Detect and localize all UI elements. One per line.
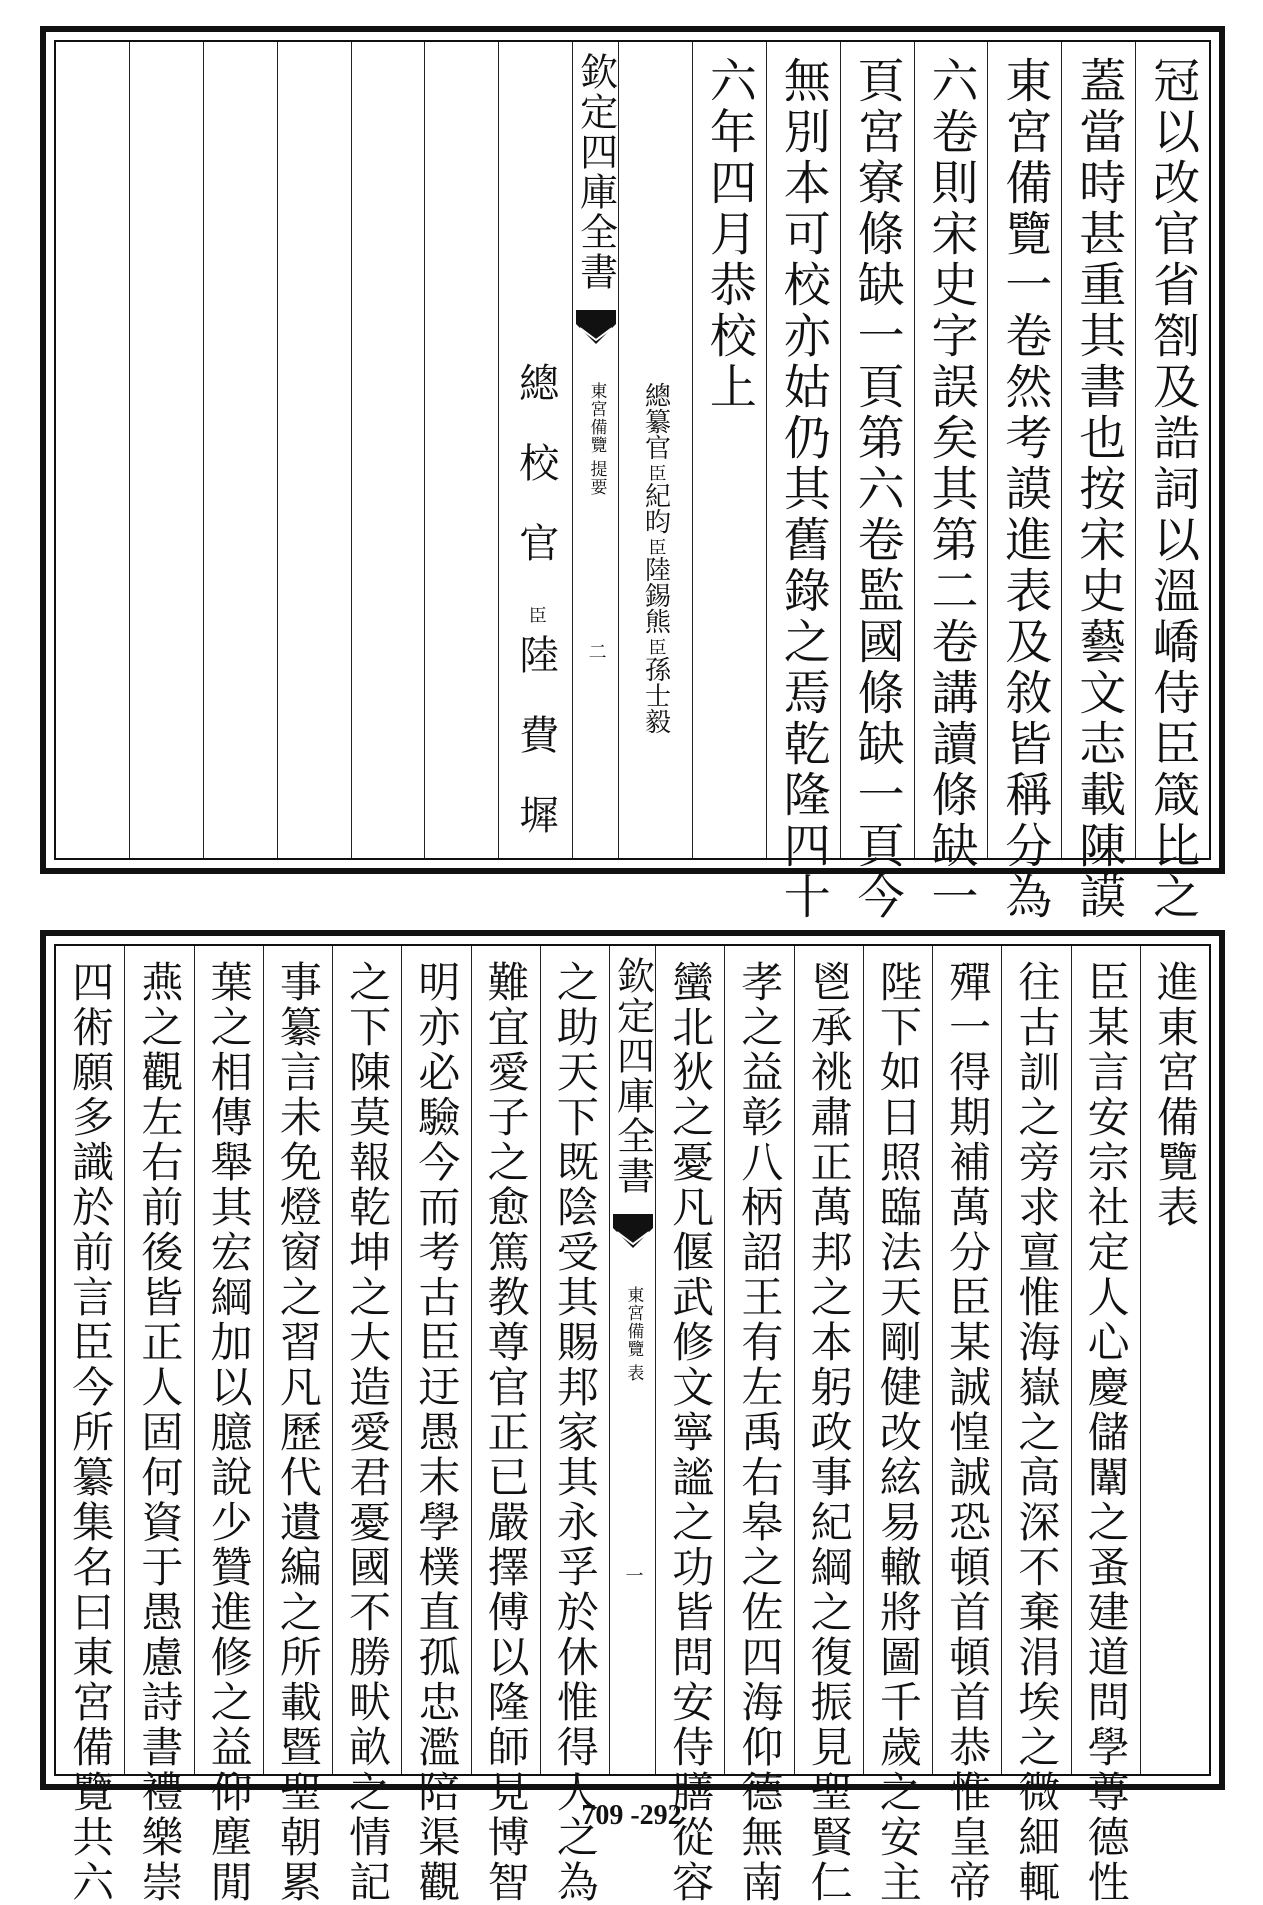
column-text: 蠻北狄之憂凡偃武修文寧謐之功皆問安侍膳從容 bbox=[666, 960, 716, 1905]
section-sub: 提要 bbox=[586, 460, 607, 496]
column-text: 臣某言安宗社定人心慶儲闈之蚤建道問學尊德性 bbox=[1081, 960, 1131, 1905]
blank-column bbox=[424, 42, 498, 858]
proofreader-signature bbox=[512, 362, 559, 874]
proofreader-name: 陸費墀 bbox=[512, 634, 559, 874]
column-text: 難宜愛子之愈篤教尊官正已嚴擇傅以隆師見博智 bbox=[481, 960, 531, 1905]
chen-mark: 臣 bbox=[645, 464, 667, 482]
text-column bbox=[863, 946, 932, 1905]
column-text: 葉之相傳舉其宏綱加以臆說少贊進修之益仰塵閒 bbox=[204, 960, 254, 1905]
blank-column bbox=[129, 42, 203, 858]
leaf-number: 一 bbox=[622, 1566, 644, 1584]
compiler-name: 孫士毅 bbox=[640, 656, 671, 734]
text-column bbox=[540, 946, 609, 1905]
section-title: 東宮備覽 bbox=[623, 1286, 644, 1358]
text-column bbox=[401, 946, 470, 1905]
text-column bbox=[1140, 946, 1209, 1774]
column-text: 事纂言未免燈窗之習凡歷代遺編之所載暨聖朝累 bbox=[273, 960, 323, 1905]
text-column bbox=[332, 946, 401, 1905]
text-column bbox=[1071, 946, 1140, 1905]
column-text: 之下陳莫報乾坤之大造愛君憂國不勝畎畝之情記 bbox=[343, 960, 393, 1905]
column-text: 無別本可校亦姑仍其舊錄之焉乾隆四十 bbox=[775, 56, 831, 923]
text-column bbox=[56, 946, 124, 1905]
compiler-name: 陸錫熊 bbox=[640, 556, 671, 634]
column-text: 六卷則宋史字誤矣其第二卷講讀條缺一 bbox=[923, 56, 979, 923]
text-column bbox=[794, 946, 863, 1905]
column-text: 頁宮寮條缺一頁第六卷監國條缺一頁今 bbox=[849, 56, 905, 923]
book-title: 欽定四庫全書 bbox=[573, 52, 618, 292]
compilers-signature bbox=[640, 382, 671, 858]
column-text: 東宮備覽一卷然考謨進表及敘皆稱分為 bbox=[997, 56, 1053, 923]
leaf-number: 二 bbox=[585, 642, 607, 660]
text-column bbox=[766, 42, 840, 923]
column-text: 孝之益彰八柄詔王有左禹右皋之佐四海仰德無南 bbox=[735, 960, 785, 1905]
column-text: 蓋當時甚重其書也按宋史藝文志載陳謨 bbox=[1071, 56, 1127, 923]
column-text: 進東宮備覽表 bbox=[1150, 960, 1200, 1230]
column-text: 之助天下既陰受其賜邦家其永孚於休惟得人之為 bbox=[550, 960, 600, 1905]
column-text: 六年四月恭校上 bbox=[701, 56, 757, 413]
fishtail-mark-icon bbox=[613, 1214, 653, 1248]
section-sub: 表 bbox=[623, 1364, 644, 1382]
text-column bbox=[471, 946, 540, 1905]
column-text: 燕之觀左右前後皆正人固何資于愚慮詩書禮樂崇 bbox=[135, 960, 185, 1905]
fold-column bbox=[609, 946, 655, 1774]
section-title: 東宮備覽 bbox=[586, 382, 607, 454]
column-text: 往古訓之旁求亶惟海嶽之高深不棄涓埃之微細輒 bbox=[1012, 960, 1062, 1905]
chen-mark: 臣 bbox=[645, 638, 667, 656]
column-text: 四術願多識於前言臣今所纂集名曰東宮備覽共六 bbox=[66, 960, 116, 1905]
text-column bbox=[724, 946, 793, 1905]
text-column bbox=[1135, 42, 1209, 923]
column-text: 冠以改官省劄及誥詞以溫嶠侍臣箴比之 bbox=[1145, 56, 1201, 923]
text-column bbox=[987, 42, 1061, 923]
text-column bbox=[692, 42, 766, 858]
text-column bbox=[655, 946, 724, 1905]
compilers-title: 總纂官 bbox=[640, 382, 671, 460]
column-text: 殫一得期補萬分臣某誠惶誠恐頓首頓首恭惟皇帝 bbox=[943, 960, 993, 1905]
proofreader-column bbox=[498, 42, 572, 874]
blank-column bbox=[56, 42, 129, 858]
compiler-name: 紀昀 bbox=[640, 482, 671, 534]
text-column bbox=[1061, 42, 1135, 923]
blank-column bbox=[277, 42, 351, 858]
column-text: 鬯承祧肅正萬邦之本躬政事紀綱之復振見聖賢仁 bbox=[804, 960, 854, 1905]
text-column bbox=[840, 42, 914, 923]
column-text: 明亦必驗今而考古臣迂愚末學樸直孤忠濫陪渠觀 bbox=[412, 960, 462, 1905]
blank-column bbox=[203, 42, 277, 858]
text-column bbox=[1001, 946, 1070, 1905]
chen-mark: 臣 bbox=[525, 606, 547, 624]
top-page-columns bbox=[54, 40, 1211, 923]
text-column bbox=[914, 42, 988, 923]
fishtail-mark-icon bbox=[576, 310, 616, 344]
compilers-column bbox=[618, 42, 692, 858]
column-text: 陛下如日照臨法天剛健改絃易轍將圖千歲之安主 bbox=[873, 960, 923, 1905]
blank-column bbox=[351, 42, 425, 858]
text-column bbox=[124, 946, 193, 1905]
text-column bbox=[932, 946, 1001, 1905]
proofreader-title: 總校官 bbox=[512, 362, 559, 602]
text-column bbox=[194, 946, 263, 1905]
fold-column bbox=[572, 42, 618, 858]
text-column bbox=[263, 946, 332, 1905]
page-number: 709 -292 bbox=[581, 1800, 682, 1831]
book-title: 欽定四庫全書 bbox=[610, 956, 655, 1196]
chen-mark: 臣 bbox=[645, 538, 667, 556]
top-page-frame bbox=[40, 26, 1225, 923]
